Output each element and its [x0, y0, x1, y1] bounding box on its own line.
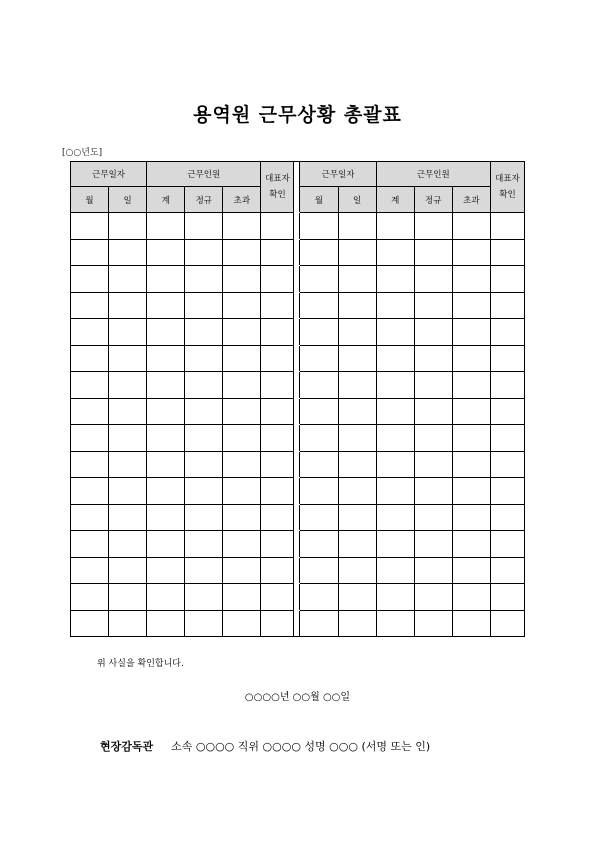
table-cell[interactable] — [185, 425, 223, 452]
table-cell[interactable] — [452, 557, 490, 584]
table-cell[interactable] — [223, 213, 261, 240]
table-cell[interactable] — [452, 610, 490, 637]
table-cell[interactable] — [185, 372, 223, 399]
table-cell[interactable] — [490, 266, 524, 293]
table-row — [71, 319, 525, 346]
table-cell[interactable] — [147, 239, 185, 266]
header-workers-left: 근무인원 — [147, 162, 261, 187]
table-cell[interactable] — [452, 292, 490, 319]
table-cell[interactable] — [376, 610, 414, 637]
table-row — [71, 451, 525, 478]
table-cell[interactable] — [109, 398, 147, 425]
header-regular-left: 정규 — [185, 187, 223, 213]
table-row — [71, 557, 525, 584]
header-rep-confirm-right: 대표자 확인 — [490, 162, 524, 213]
table-cell[interactable] — [109, 239, 147, 266]
table-cell[interactable] — [261, 557, 294, 584]
table-cell[interactable] — [185, 451, 223, 478]
page-title: 용역원 근무상황 총괄표 — [193, 104, 402, 126]
table-cell[interactable] — [376, 319, 414, 346]
table-cell[interactable] — [261, 345, 294, 372]
table-row — [71, 531, 525, 558]
table-cell[interactable] — [109, 345, 147, 372]
table-cell[interactable] — [300, 531, 338, 558]
table-cell[interactable] — [414, 345, 452, 372]
table-cell[interactable] — [261, 610, 294, 637]
table-cell[interactable] — [71, 213, 109, 240]
table-cell[interactable] — [490, 610, 524, 637]
table-cell[interactable] — [452, 504, 490, 531]
table-cell[interactable] — [261, 478, 294, 505]
table-cell[interactable] — [147, 213, 185, 240]
header-regular-right: 정규 — [414, 187, 452, 213]
header-month-right: 월 — [300, 187, 338, 213]
table-cell[interactable] — [376, 451, 414, 478]
table-cell[interactable] — [490, 557, 524, 584]
table-cell[interactable] — [300, 319, 338, 346]
table-row — [71, 213, 525, 240]
table-cell[interactable] — [185, 610, 223, 637]
table-cell[interactable] — [300, 345, 338, 372]
table-cell[interactable] — [261, 398, 294, 425]
header-excess-left: 초과 — [223, 187, 261, 213]
table-cell[interactable] — [261, 504, 294, 531]
table-cell[interactable] — [147, 425, 185, 452]
table-cell[interactable] — [490, 584, 524, 611]
table-cell[interactable] — [261, 239, 294, 266]
header-work-date-left: 근무일자 — [71, 162, 147, 187]
table-cell[interactable] — [261, 319, 294, 346]
table-cell[interactable] — [261, 425, 294, 452]
table-cell[interactable] — [109, 610, 147, 637]
table-cell[interactable] — [71, 557, 109, 584]
table-cell[interactable] — [71, 345, 109, 372]
table-row — [71, 478, 525, 505]
table-cell[interactable] — [300, 213, 338, 240]
table-cell[interactable] — [71, 504, 109, 531]
table-cell[interactable] — [147, 557, 185, 584]
table-cell[interactable] — [300, 478, 338, 505]
table-cell[interactable] — [452, 239, 490, 266]
table-row — [71, 504, 525, 531]
table-cell[interactable] — [490, 531, 524, 558]
table-cell[interactable] — [71, 372, 109, 399]
table-cell[interactable] — [223, 398, 261, 425]
table-cell[interactable] — [71, 610, 109, 637]
table-row — [71, 266, 525, 293]
table-cell[interactable] — [376, 504, 414, 531]
table-cell[interactable] — [490, 398, 524, 425]
table-cell[interactable] — [71, 425, 109, 452]
table-cell[interactable] — [223, 292, 261, 319]
table-cell[interactable] — [452, 425, 490, 452]
table-cell[interactable] — [223, 319, 261, 346]
table-cell[interactable] — [109, 451, 147, 478]
table-cell[interactable] — [338, 531, 376, 558]
work-status-table — [70, 161, 525, 637]
table-row — [71, 239, 525, 266]
table-cell[interactable] — [223, 239, 261, 266]
table-cell[interactable] — [147, 531, 185, 558]
table-cell[interactable] — [147, 504, 185, 531]
table-cell[interactable] — [147, 610, 185, 637]
table-cell[interactable] — [223, 557, 261, 584]
table-cell[interactable] — [338, 319, 376, 346]
table-cell[interactable] — [338, 451, 376, 478]
header-total-right: 계 — [376, 187, 414, 213]
table-cell[interactable] — [109, 319, 147, 346]
table-cell[interactable] — [300, 584, 338, 611]
table-cell[interactable] — [452, 345, 490, 372]
table-cell[interactable] — [223, 478, 261, 505]
table-cell[interactable] — [490, 319, 524, 346]
year-label: [○○년도] — [62, 148, 103, 158]
table-cell[interactable] — [452, 266, 490, 293]
table-cell[interactable] — [376, 584, 414, 611]
table-cell[interactable] — [300, 425, 338, 452]
table-cell[interactable] — [71, 292, 109, 319]
table-cell[interactable] — [147, 451, 185, 478]
table-cell[interactable] — [338, 372, 376, 399]
table-cell[interactable] — [452, 451, 490, 478]
table-cell[interactable] — [338, 398, 376, 425]
table-cell[interactable] — [261, 584, 294, 611]
table-cell[interactable] — [300, 266, 338, 293]
table-cell[interactable] — [490, 292, 524, 319]
table-cell[interactable] — [376, 557, 414, 584]
table-cell[interactable] — [414, 451, 452, 478]
table-cell[interactable] — [490, 425, 524, 452]
table-cell[interactable] — [452, 319, 490, 346]
table-cell[interactable] — [376, 213, 414, 240]
table-cell[interactable] — [300, 504, 338, 531]
table-cell[interactable] — [261, 531, 294, 558]
table-cell[interactable] — [71, 398, 109, 425]
table-cell[interactable] — [185, 504, 223, 531]
table-cell[interactable] — [414, 239, 452, 266]
table-cell[interactable] — [376, 266, 414, 293]
table-cell[interactable] — [338, 584, 376, 611]
table-cell[interactable] — [185, 319, 223, 346]
table-cell[interactable] — [223, 345, 261, 372]
table-cell[interactable] — [338, 610, 376, 637]
table-cell[interactable] — [490, 345, 524, 372]
table-row — [71, 425, 525, 452]
table-cell[interactable] — [261, 213, 294, 240]
table-cell[interactable] — [452, 398, 490, 425]
table-cell[interactable] — [185, 213, 223, 240]
table-cell[interactable] — [109, 557, 147, 584]
table-cell[interactable] — [490, 239, 524, 266]
table-cell[interactable] — [147, 398, 185, 425]
table-cell[interactable] — [71, 531, 109, 558]
table-cell[interactable] — [490, 213, 524, 240]
table-cell[interactable] — [185, 398, 223, 425]
table-cell[interactable] — [300, 239, 338, 266]
table-cell[interactable] — [261, 451, 294, 478]
table-cell[interactable] — [109, 584, 147, 611]
table-cell[interactable] — [300, 372, 338, 399]
table-cell[interactable] — [414, 213, 452, 240]
table-cell[interactable] — [414, 425, 452, 452]
table-cell[interactable] — [490, 372, 524, 399]
table-cell[interactable] — [338, 425, 376, 452]
header-workers-right: 근무인원 — [376, 162, 490, 187]
table-cell[interactable] — [223, 584, 261, 611]
table-cell[interactable] — [452, 531, 490, 558]
table-cell[interactable] — [223, 531, 261, 558]
table-cell[interactable] — [109, 292, 147, 319]
table-cell[interactable] — [376, 372, 414, 399]
table-cell[interactable] — [414, 319, 452, 346]
table-cell[interactable] — [376, 425, 414, 452]
table-cell[interactable] — [300, 398, 338, 425]
table-cell[interactable] — [338, 213, 376, 240]
table-cell[interactable] — [414, 610, 452, 637]
table-cell[interactable] — [71, 319, 109, 346]
table-cell[interactable] — [185, 584, 223, 611]
table-row — [71, 610, 525, 637]
table-cell[interactable] — [414, 531, 452, 558]
table-row — [71, 584, 525, 611]
table-cell[interactable] — [452, 372, 490, 399]
table-cell[interactable] — [414, 266, 452, 293]
table-cell[interactable] — [185, 345, 223, 372]
table-cell[interactable] — [223, 372, 261, 399]
table-cell[interactable] — [414, 292, 452, 319]
table-cell[interactable] — [109, 372, 147, 399]
table-cell[interactable] — [338, 504, 376, 531]
header-day-right: 일 — [338, 187, 376, 213]
table-cell[interactable] — [490, 504, 524, 531]
table-cell[interactable] — [71, 478, 109, 505]
table-row — [71, 372, 525, 399]
table-cell[interactable] — [223, 610, 261, 637]
table-cell[interactable] — [185, 292, 223, 319]
table-cell[interactable] — [147, 584, 185, 611]
table-row — [71, 292, 525, 319]
table-cell[interactable] — [300, 610, 338, 637]
table-cell[interactable] — [338, 345, 376, 372]
header-month-left: 월 — [71, 187, 109, 213]
header-total-left: 계 — [147, 187, 185, 213]
header-rep-confirm-left: 대표자 확인 — [261, 162, 294, 213]
header-day-left: 일 — [109, 187, 147, 213]
table-cell[interactable] — [185, 239, 223, 266]
table-cell[interactable] — [261, 292, 294, 319]
header-work-date-right: 근무일자 — [300, 162, 376, 187]
table-cell[interactable] — [147, 478, 185, 505]
table-cell[interactable] — [71, 239, 109, 266]
confirm-statement: 위 사실을 확인합니다. — [97, 659, 184, 669]
table-cell[interactable] — [147, 266, 185, 293]
table-cell[interactable] — [109, 425, 147, 452]
table-cell[interactable] — [300, 292, 338, 319]
table-cell[interactable] — [109, 266, 147, 293]
table-row — [71, 398, 525, 425]
table-cell[interactable] — [109, 478, 147, 505]
table-row — [71, 345, 525, 372]
signature-line — [100, 738, 430, 754]
table-cell[interactable] — [414, 557, 452, 584]
table-cell[interactable] — [223, 504, 261, 531]
table-cell[interactable] — [376, 531, 414, 558]
table-cell[interactable] — [376, 239, 414, 266]
table-cell[interactable] — [147, 292, 185, 319]
table-cell[interactable] — [300, 557, 338, 584]
header-excess-right: 초과 — [452, 187, 490, 213]
table-cell[interactable] — [147, 345, 185, 372]
table-cell[interactable] — [109, 531, 147, 558]
table-cell[interactable] — [185, 478, 223, 505]
table-cell[interactable] — [414, 372, 452, 399]
table-cell[interactable] — [185, 531, 223, 558]
date-line: ○○○○년 ○○월 ○○일 — [244, 692, 351, 703]
table-cell[interactable] — [338, 557, 376, 584]
table-cell[interactable] — [109, 504, 147, 531]
table-cell[interactable] — [490, 451, 524, 478]
table-cell[interactable] — [414, 504, 452, 531]
table-cell[interactable] — [376, 345, 414, 372]
table-cell[interactable] — [414, 398, 452, 425]
table-cell[interactable] — [71, 584, 109, 611]
table-cell[interactable] — [338, 292, 376, 319]
table-cell[interactable] — [71, 266, 109, 293]
table-cell[interactable] — [452, 584, 490, 611]
table-cell[interactable] — [261, 372, 294, 399]
table-cell[interactable] — [376, 398, 414, 425]
table-cell[interactable] — [338, 266, 376, 293]
table-cell[interactable] — [147, 372, 185, 399]
supervisor-role: 현장감독관 — [100, 740, 154, 753]
table-cell[interactable] — [338, 478, 376, 505]
table-cell[interactable] — [71, 451, 109, 478]
table-cell[interactable] — [261, 266, 294, 293]
table-cell[interactable] — [452, 478, 490, 505]
table-cell[interactable] — [185, 266, 223, 293]
table-cell[interactable] — [338, 239, 376, 266]
table-cell[interactable] — [300, 451, 338, 478]
table-cell[interactable] — [414, 584, 452, 611]
table-cell[interactable] — [147, 319, 185, 346]
table-cell[interactable] — [376, 478, 414, 505]
table-cell[interactable] — [109, 213, 147, 240]
table-cell[interactable] — [185, 557, 223, 584]
table-cell[interactable] — [376, 292, 414, 319]
header-row-1 — [71, 162, 525, 187]
signature-details: 소속 ○○○○ 직위 ○○○○ 성명 ○○○ (서명 또는 인) — [171, 740, 431, 753]
table-cell[interactable] — [490, 478, 524, 505]
table-cell[interactable] — [223, 266, 261, 293]
table-cell[interactable] — [414, 478, 452, 505]
table-cell[interactable] — [223, 425, 261, 452]
table-cell[interactable] — [223, 451, 261, 478]
table-cell[interactable] — [452, 213, 490, 240]
